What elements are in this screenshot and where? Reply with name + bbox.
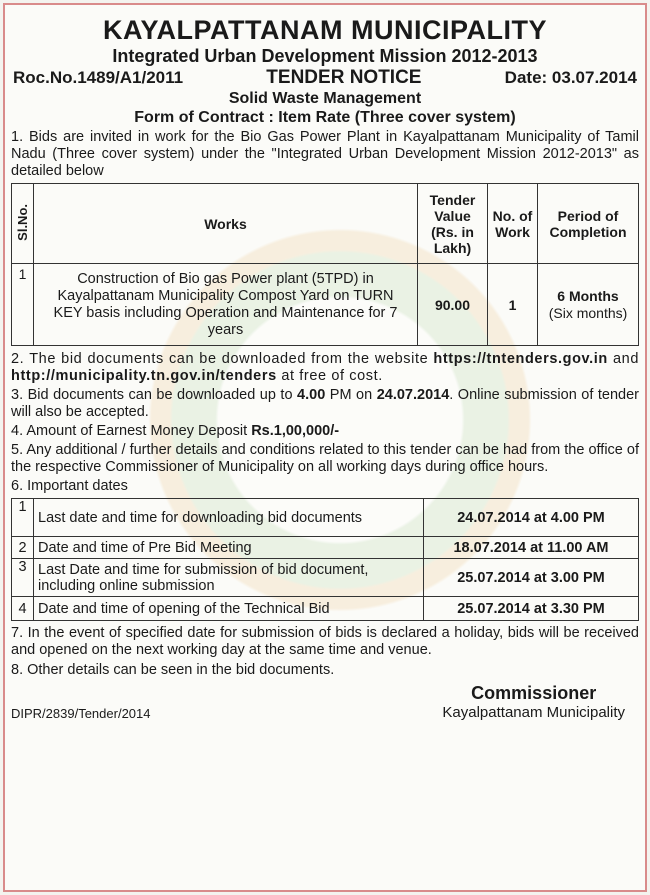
date-label: Date and time of Pre Bid Meeting — [34, 537, 424, 559]
website-link-2[interactable]: http://municipality.tn.gov.in/tenders — [11, 368, 277, 384]
item-8: 8. Other details can be seen in the bid documents. — [11, 662, 335, 678]
item-4: 4. Amount of Earnest Money Deposit Rs.1,00,000/- — [11, 423, 340, 439]
date-no: 3 — [12, 559, 34, 597]
date-no: 2 — [12, 537, 34, 559]
table-row — [12, 597, 639, 621]
row-sl: 1 — [12, 264, 34, 346]
date-value: 24.07.2014 at 4.00 PM — [424, 499, 639, 537]
website-link-1[interactable]: https://tntenders.gov.in — [433, 351, 608, 367]
table-row — [12, 537, 639, 559]
subject-line: Solid Waste Management — [228, 90, 422, 107]
dipr-reference: DIPR/2839/Tender/2014 — [11, 706, 151, 721]
item-7: 7. In the event of specified date for submission of bids is declared a holiday, bids will be received and opened on the next working day at the same time and venue. — [11, 625, 639, 658]
date-value: 25.07.2014 at 3.00 PM — [424, 559, 639, 597]
intro-paragraph: 1. Bids are invited in work for the Bio Gas Power Plant in Kayalpattanam Municipality of Tamil Nadu (Three cover system) under the "Integrated Urban Development Mission 2012-2013" as detailed below — [11, 129, 639, 179]
tender-notice-heading: TENDER NOTICE — [266, 67, 422, 88]
date-label: Last Date and time for submission of bid document, including online submission — [34, 559, 424, 597]
period-sub: (Six months) — [548, 304, 628, 321]
signatory-title: Commissioner — [471, 683, 597, 703]
reference-row — [11, 67, 639, 89]
date-value: 25.07.2014 at 3.30 PM — [424, 597, 639, 621]
item-5: 5. Any additional / further details and conditions related to this tender can be had from the office of the respective Commissioner of Municipality on all working days during office hours. — [11, 442, 639, 475]
date-no: 1 — [12, 499, 34, 537]
col-count-header: No. of Work — [488, 184, 538, 264]
table-row — [12, 264, 639, 346]
works-table — [11, 183, 639, 346]
works-header-row — [12, 184, 639, 264]
date-label: Last date and time for downloading bid documents — [34, 499, 424, 537]
col-works-header: Works — [34, 184, 418, 264]
table-row — [12, 499, 639, 537]
notice-date: Date: 03.07.2014 — [504, 68, 637, 87]
period-main: 6 Months — [557, 287, 619, 304]
municipality-title: KAYALPATTANAM MUNICIPALITY — [103, 15, 547, 45]
col-sl-header: Sl.No. — [12, 184, 34, 264]
signature-block — [442, 683, 625, 721]
table-row — [12, 559, 639, 597]
item-3: 3. Bid documents can be downloaded up to 4.00 PM on 24.07.2014. Online submission of tender will also be accepted. — [11, 387, 639, 420]
notice-frame — [3, 3, 647, 892]
notice-body — [11, 9, 639, 886]
notice-footer — [11, 683, 639, 721]
date-value: 18.07.2014 at 11.00 AM — [424, 537, 639, 559]
item-2: 2. The bid documents can be downloaded from the website https://tntenders.gov.in and http://municipality.tn.gov.in/tenders at free of cost. — [11, 351, 640, 384]
row-value: 90.00 — [418, 264, 488, 346]
important-dates-table — [11, 498, 639, 621]
col-period-header: Period of Completion — [538, 184, 639, 264]
date-label: Date and time of opening of the Technical Bid — [34, 597, 424, 621]
contract-form-line: Form of Contract : Item Rate (Three cover system) — [134, 109, 516, 126]
row-count: 1 — [488, 264, 538, 346]
mission-subtitle: Integrated Urban Development Mission 2012-2013 — [112, 46, 538, 66]
conditions-list — [11, 351, 639, 495]
roc-number: Roc.No.1489/A1/2011 — [13, 68, 184, 87]
row-works: Construction of Bio gas Power plant (5TPD) in Kayalpattanam Municipality Compost Yard on TURN KEY basis including Operation and Maintenance for 7 years — [34, 264, 418, 346]
date-no: 4 — [12, 597, 34, 621]
item-6: 6. Important dates — [11, 478, 128, 494]
row-period — [538, 264, 639, 346]
col-value-header: Tender Value (Rs. in Lakh) — [418, 184, 488, 264]
signatory-org: Kayalpattanam Municipality — [442, 704, 625, 721]
